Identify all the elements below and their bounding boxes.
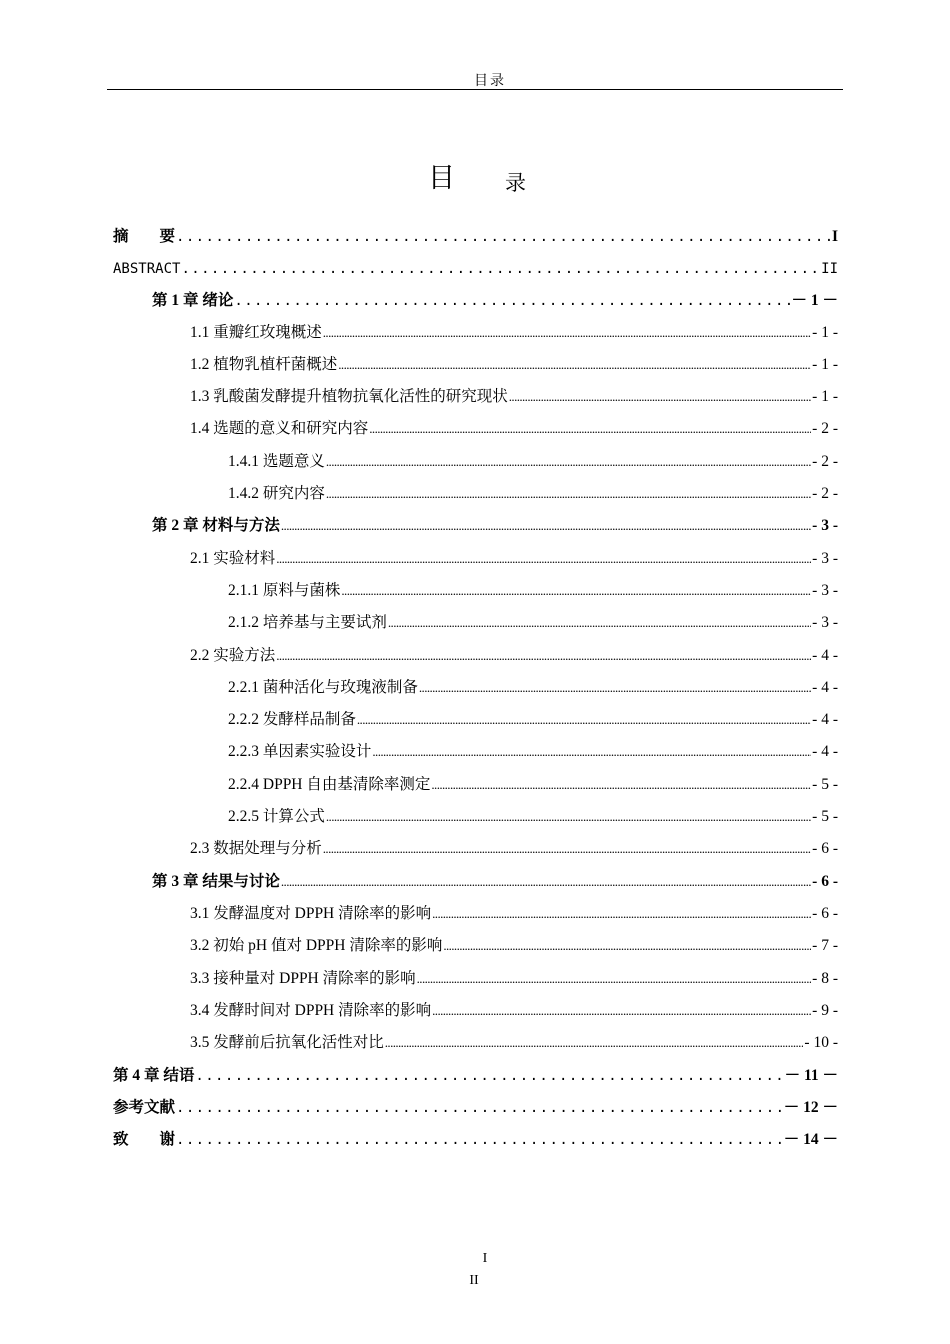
toc-entry-2-2-1[interactable] <box>228 677 838 699</box>
toc-leader <box>281 871 811 893</box>
toc-entry-page: - 10 - <box>804 1034 838 1051</box>
toc-leader <box>176 226 831 248</box>
toc-leader <box>176 1129 783 1151</box>
page-number-footer-secondary: II <box>469 1273 479 1288</box>
toc-entry-label: 1.4 选题的意义和研究内容 <box>190 420 369 437</box>
toc-leader <box>417 968 812 990</box>
toc-entry-label: 摘 要 <box>113 228 176 245</box>
toc-entry-label: 第 4 章 结语 <box>113 1067 195 1084</box>
toc-leader <box>195 1065 783 1087</box>
toc-entry-page: － 1 － <box>791 292 838 309</box>
toc-entry-label: 3.4 发酵时间对 DPPH 清除率的影响 <box>190 1002 432 1019</box>
toc-entry-label: 1.3 乳酸菌发酵提升植物抗氧化活性的研究现状 <box>190 388 508 405</box>
toc-entry-page: - 9 - <box>812 1002 838 1019</box>
toc-entry-2-3[interactable] <box>190 838 838 860</box>
toc-entry-label: 3.3 接种量对 DPPH 清除率的影响 <box>190 970 416 987</box>
toc-entry-3-4[interactable] <box>190 1000 838 1022</box>
toc-leader <box>443 935 811 957</box>
toc-entry-page: - 3 - <box>812 517 838 534</box>
toc-leader <box>338 354 811 376</box>
toc-leader <box>432 1000 811 1022</box>
toc-entry-page: - 1 - <box>812 388 838 405</box>
toc-entry-1-3[interactable] <box>190 386 838 408</box>
toc-entry-page: I <box>831 228 838 245</box>
toc-entry-abstract-cn[interactable] <box>113 226 838 248</box>
toc-entry-page: - 7 - <box>812 937 838 954</box>
toc-entry-1-4-2[interactable] <box>228 483 838 505</box>
toc-entry-chapter-3[interactable] <box>152 871 838 893</box>
toc-entry-page: - 3 - <box>812 582 838 599</box>
toc-entry-page: - 6 - <box>812 905 838 922</box>
toc-entry-3-1[interactable] <box>190 903 838 925</box>
toc-entry-page: - 4 - <box>812 647 838 664</box>
toc-entry-page: － 12 － <box>783 1099 838 1116</box>
toc-entry-label: 2.2.5 计算公式 <box>228 808 325 825</box>
toc-entry-page: - 2 - <box>812 453 838 470</box>
toc-entry-1-2[interactable] <box>190 354 838 376</box>
toc-entry-1-4[interactable] <box>190 418 838 440</box>
toc-entry-label: 第 2 章 材料与方法 <box>152 517 280 534</box>
toc-leader <box>509 386 811 408</box>
toc-entry-1-4-1[interactable] <box>228 451 838 473</box>
toc-entry-label: 第 1 章 绪论 <box>152 292 234 309</box>
toc-entry-3-5[interactable] <box>190 1032 838 1054</box>
toc-entry-page: - 1 - <box>812 356 838 373</box>
toc-entry-page: - 5 - <box>812 776 838 793</box>
toc-leader <box>419 677 811 699</box>
toc-leader <box>357 709 811 731</box>
toc-entry-2-2-5[interactable] <box>228 806 838 828</box>
toc-entry-page: － 11 － <box>784 1067 838 1084</box>
toc-leader <box>323 838 811 860</box>
toc-entry-page: - 4 - <box>812 711 838 728</box>
toc-entry-page: II <box>821 261 838 277</box>
toc-entry-label: 致 谢 <box>113 1131 176 1148</box>
toc-leader <box>388 612 811 634</box>
toc-title-char-2: 录 <box>505 171 526 195</box>
toc-entry-1-1[interactable] <box>190 322 838 344</box>
toc-leader <box>276 548 811 570</box>
toc-entry-page: - 2 - <box>812 420 838 437</box>
toc-entry-3-3[interactable] <box>190 968 838 990</box>
toc-entry-2-1[interactable] <box>190 548 838 570</box>
toc-entry-label: ABSTRACT <box>113 261 181 277</box>
toc-entry-page: - 4 - <box>812 743 838 760</box>
toc-entry-label: 1.2 植物乳植杆菌概述 <box>190 356 338 373</box>
toc-leader <box>323 322 811 344</box>
toc-leader <box>385 1032 804 1054</box>
toc-entry-label: 3.5 发酵前后抗氧化活性对比 <box>190 1034 384 1051</box>
toc-entry-label: 1.4.2 研究内容 <box>228 485 325 502</box>
toc-entry-label: 1.1 重瓣红玫瑰概述 <box>190 324 322 341</box>
toc-entry-3-2[interactable] <box>190 935 838 957</box>
toc-entry-label: 3.1 发酵温度对 DPPH 清除率的影响 <box>190 905 432 922</box>
toc-leader <box>369 418 811 440</box>
toc-entry-chapter-1[interactable] <box>152 290 838 312</box>
toc-leader <box>176 1097 783 1119</box>
toc-entry-page: - 1 - <box>812 324 838 341</box>
toc-leader <box>281 515 811 537</box>
toc-entry-page: - 4 - <box>812 679 838 696</box>
toc-entry-2-1-2[interactable] <box>228 612 838 634</box>
toc-entry-2-1-1[interactable] <box>228 580 838 602</box>
toc-leader <box>326 483 811 505</box>
page-number-footer: I <box>482 1251 488 1266</box>
toc-entry-label: 2.2.1 菌种活化与玫瑰液制备 <box>228 679 418 696</box>
toc-leader <box>276 645 811 667</box>
toc-leader <box>234 290 790 312</box>
toc-entry-label: 2.2.3 单因素实验设计 <box>228 743 372 760</box>
toc-entry-page: - 3 - <box>812 614 838 631</box>
toc-entry-label: 第 3 章 结果与讨论 <box>152 873 280 890</box>
toc-entry-2-2[interactable] <box>190 645 838 667</box>
toc-entry-label: 1.4.1 选题意义 <box>228 453 325 470</box>
toc-leader <box>181 258 820 280</box>
toc-entry-abstract-en[interactable] <box>113 258 838 280</box>
toc-entry-2-2-2[interactable] <box>228 709 838 731</box>
toc-entry-label: 参考文献 <box>113 1099 176 1116</box>
toc-title-char-1: 目 <box>428 163 455 193</box>
toc-entry-acknowledgements[interactable] <box>113 1129 838 1151</box>
toc-entry-page: - 6 - <box>812 873 838 890</box>
toc-leader <box>431 774 811 796</box>
toc-entry-2-2-4[interactable] <box>228 774 838 796</box>
toc-entry-label: 3.2 初始 pH 值对 DPPH 清除率的影响 <box>190 937 443 954</box>
toc-entry-page: - 3 - <box>812 550 838 567</box>
toc-entry-chapter-4[interactable] <box>113 1065 838 1087</box>
running-header: 目录 <box>474 74 506 89</box>
toc-entry-label: 2.2.2 发酵样品制备 <box>228 711 356 728</box>
toc-entry-page: - 8 - <box>812 970 838 987</box>
toc-entry-label: 2.2 实验方法 <box>190 647 276 664</box>
toc-entry-2-2-3[interactable] <box>228 741 838 763</box>
toc-leader <box>341 580 811 602</box>
toc-entry-label: 2.2.4 DPPH 自由基清除率测定 <box>228 776 431 793</box>
toc-entry-label: 2.3 数据处理与分析 <box>190 840 322 857</box>
toc-entry-page: - 6 - <box>812 840 838 857</box>
toc-entry-page: - 2 - <box>812 485 838 502</box>
toc-entry-label: 2.1 实验材料 <box>190 550 276 567</box>
toc-entry-page: － 14 － <box>783 1131 838 1148</box>
toc-leader <box>326 806 811 828</box>
toc-leader <box>326 451 811 473</box>
toc-entry-chapter-2[interactable] <box>152 515 838 537</box>
toc-leader <box>372 741 811 763</box>
toc-entry-references[interactable] <box>113 1097 838 1119</box>
toc-entry-page: - 5 - <box>812 808 838 825</box>
toc-entry-label: 2.1.1 原料与菌株 <box>228 582 341 599</box>
toc-entry-label: 2.1.2 培养基与主要试剂 <box>228 614 387 631</box>
toc-leader <box>432 903 811 925</box>
